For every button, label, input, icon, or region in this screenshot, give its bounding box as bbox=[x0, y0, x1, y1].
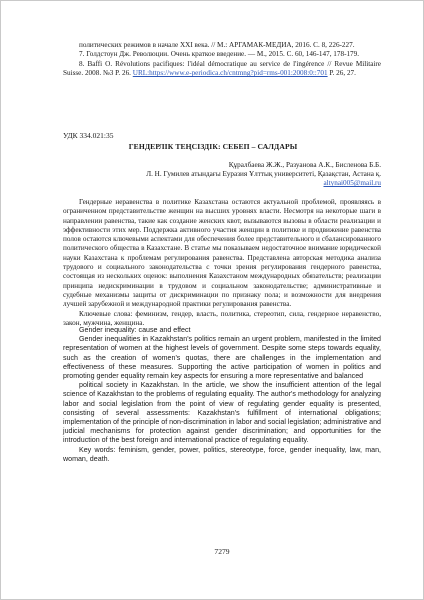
reference-8-tail: P. 26, 27. bbox=[327, 69, 356, 78]
abstract-ru-keywords: Ключевые слова: феминизм, гендер, власть, политика, стереотип, сила, гендерное неравенство, закон, мужчина, женщина. bbox=[63, 309, 381, 327]
reference-8-link[interactable]: URL:https://www.e-periodica.ch/cntmng?pid=rms-001:2008:0::701 bbox=[132, 69, 328, 78]
author-email-link[interactable]: altynai005@mail.ru bbox=[323, 179, 381, 188]
abstract-ru-body: Гендерные неравенства в политике Казахстана остаются актуальной проблемой, проявляясь в ограниченном представительстве женщин на высших уровнях власти. Несмотря на некоторые шаги в направлении равенства, такие как создание женских квот, вызываются вызовы в области реализации и эффективности этих мер. Поддержка активного участия женщин в политике и продвижение равенства полов остаются ключевыми аспектами для обеспечения более представительного и сбалансированного политического общества в Казахстане. В статье мы показываем недостаточное внимание юридической науки Казахстана к проблемам регулирования равенства. Представлена авторская методика анализа трудового и социального законодательства с точки зрения регулирования гендерного равенства, состоящая из нескольких оценок: выполнения Казахстаном международных обязательств; реализации принципа недискриминации в трудовом и социальном законодательстве; административные и судебные механизмы защиты от дискриминации по признаку пола; и возможности для внедрения лучшей зарубежной и международной практики регулирования равенства. bbox=[63, 198, 381, 309]
udc-code: УДК 334.021:35 bbox=[63, 131, 114, 140]
abstract-english bbox=[63, 326, 381, 464]
author-affiliation: Л. Н. Гумилев атындағы Еуразия Ұлттық университеті, Қазақстан, Астана қ. bbox=[146, 170, 381, 179]
page-number: 7279 bbox=[214, 547, 230, 556]
abstract-en-keywords: Key words: feminism, gender, power, politics, stereotype, force, gender inequality, law, man, woman, death. bbox=[63, 445, 381, 463]
reference-7: 7. Голдстоун Дж. Революции. Очень краткое введение. — М., 2015. С. 60, 146-147, 178-179. bbox=[79, 50, 360, 59]
reference-6-continued: политических режимов в начале XXI века. // М.: АРГАМАК-МЕДИА, 2016. С. 8, 226-227. bbox=[79, 41, 355, 49]
abstract-en-body-1: Gender inequalities in Kazakhstan's politics remain an urgent problem, manifested in the limited representation of women at the highest levels of government. Despite some steps towards equality, such as the creation of women's quotas, there are challenges in the implementation and effectiveness of these measures. Supporting the active participation of women in politics and promoting gender equality remain key aspects for ensuring a more representative and balanced bbox=[63, 335, 381, 381]
references-list bbox=[63, 41, 381, 79]
author-block bbox=[63, 161, 381, 189]
reference-8 bbox=[63, 60, 381, 79]
abstract-russian bbox=[63, 198, 381, 328]
abstract-en-heading: Gender inequality: cause and effect bbox=[79, 326, 191, 334]
abstract-en-body-2: political society in Kazakhstan. In the article, we show the insufficient attention of the legal science of Kazakhstan to the problems of regulating equality. The author's methodology for analyzing labor and social legislation from the point of view of regulating gender equality is presented, consisting of several assessments: Kazakhstan's fulfillment of international obligations; implementation of the principle of non-discrimination in labor and social legislation; administrative and judicial mechanisms for protection against gender discrimination; and opportunities for the introduction of the best foreign and international practice of regulating equality. bbox=[63, 381, 381, 445]
author-names: Құралбаева Ж.Ж., Разуанова А.К., Бисленова Б.Б. bbox=[228, 161, 381, 169]
reference-8-text: 8. Baffi O. Révolutions pacifiques: l'idéal démocratique au service de l'ingérence // Revue Militaire Suisse. 2008. №3 P. 26. bbox=[63, 59, 381, 78]
article-title: ГЕНДЕРЛІК ТЕҢСІЗДІК: СЕБЕП – САЛДАРЫ bbox=[128, 142, 298, 151]
